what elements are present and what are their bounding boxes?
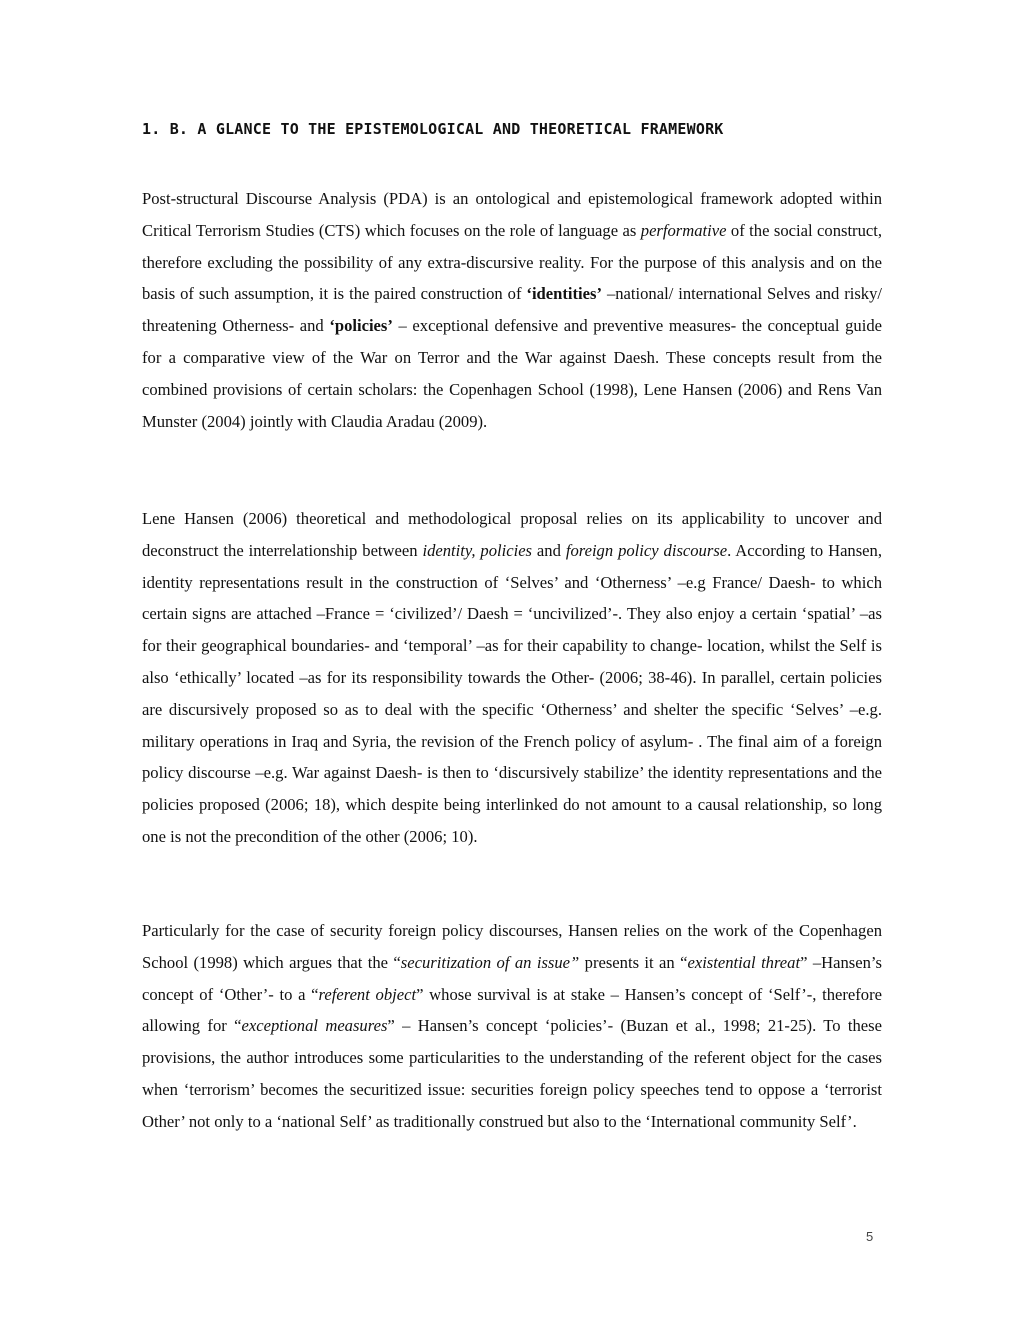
paragraph-text: presents it an “: [579, 952, 688, 972]
paragraph-1: [142, 183, 882, 437]
paragraph-text: Lene Hansen (2006) theoretical and methodological proposal relies on its applicability to uncover and deconstruct the interrelationship between: [142, 509, 882, 560]
emphasis-italic: existential threat: [687, 952, 801, 972]
emphasis-bold: ‘identities’: [526, 284, 603, 304]
paragraph-text: of the social construct, therefore excluding the possibility of any extra-discursive reality. For the purpose of this analysis and on the basis of such assumption, it is the paired construction of: [142, 220, 883, 304]
paragraph-text: – exceptional defensive and preventive measures- the conceptual guide for a comparative view of the War on Terror and the War against Daesh. These concepts result from the combined provisions of certain scholars: the Copenhagen School (1998), Lene Hansen (2006) and Rens Van Munster (2004) jointly with Claudia Aradau (2009).: [142, 316, 882, 431]
paragraph-3: [142, 915, 882, 1138]
emphasis-italic: performative: [640, 220, 727, 240]
paragraph-text: . According to Hansen, identity representations result in the construction of ‘Selves’ and ‘Otherness’ –e.g France/ Daesh- to which certain signs are attached –France = ‘civilized’/ Daesh = ‘uncivilized’-. They also enjoy a certain ‘spatial’ –as for their geographical boundaries- and ‘temporal’ –as for their capability to change- location, whilst the Self is also ‘ethically’ located –as for its responsibility towards the Other- (2006; 38-46). In parallel, certain policies are discursively proposed so as to deal with the specific ‘Otherness’ and shelter the specific ‘Selves’ –e.g. military operations in Iraq and Syria, the revision of the French policy of asylum- . The final aim of a foreign policy discourse –e.g. War against Daesh- is then to ‘discursively stabilize’ the identity representations and the policies proposed (2006; 18), which despite being interlinked do not amount to a causal relationship, so long one is not the precondition of the other (2006; 10).: [142, 540, 882, 846]
paragraph-2: [142, 503, 882, 853]
page-number: 5: [866, 1229, 874, 1244]
paragraph-text: ” whose survival is at stake – Hansen’s concept of ‘Self’-, therefore allowing for “: [142, 984, 882, 1036]
emphasis-italic: exceptional measures: [241, 1016, 388, 1036]
paragraph-text: –national/ international Selves and risky/ threatening Otherness- and: [142, 284, 882, 336]
emphasis-italic: securitization of an issue”: [400, 952, 580, 972]
emphasis-italic: foreign policy discourse: [565, 540, 728, 560]
emphasis-italic: referent object: [318, 984, 417, 1004]
paragraph-text: and: [532, 540, 566, 560]
emphasis-bold: ‘policies’: [329, 316, 393, 336]
paragraph-text: ” – Hansen’s concept ‘policies’- (Buzan et al., 1998; 21-25). To these provisions, the author introduces some particularities to the understanding of the referent object for the cases when ‘terrorism’ becomes the securitized issue: securities foreign policy speeches tend to oppose a ‘terrorist Other’ not only to a ‘national Self’ as traditionally construed but also to the ‘International community Self’.: [142, 1016, 882, 1131]
emphasis-italic: identity, policies: [422, 540, 533, 560]
section-heading: 1. B. A GLANCE TO THE EPISTEMOLOGICAL AND THEORETICAL FRAMEWORK: [142, 120, 724, 138]
paragraph-text: ” –Hansen’s concept of ‘Other’- to a “: [142, 952, 882, 1004]
paragraph-text: Particularly for the case of security foreign policy discourses, Hansen relies on the work of the Copenhagen School (1998) which argues that the “: [142, 921, 882, 972]
paragraph-text: Post-structural Discourse Analysis (PDA) is an ontological and epistemological framework adopted within Critical Terrorism Studies (CTS) which focuses on the role of language as: [142, 189, 882, 240]
